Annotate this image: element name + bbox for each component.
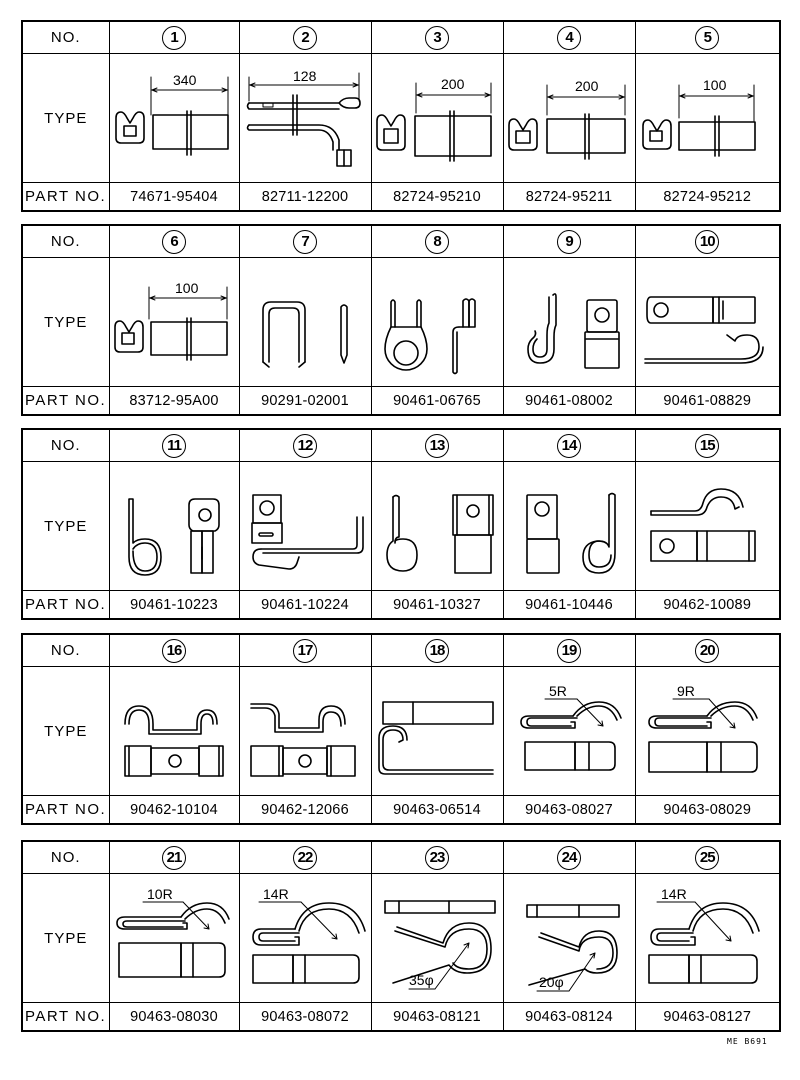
type-label: TYPE [22,462,109,591]
drawing-cell-15 [635,462,780,591]
grommet-strip-drawing [505,63,633,173]
item-number-22: 22 [239,841,371,874]
item-number-14: 14 [503,429,635,462]
item-number-4: 4 [503,21,635,54]
no-label: NO. [22,841,109,874]
drawing-code: ME B691 [727,1037,768,1046]
radius-clip-drawing [111,883,237,993]
item-number-19: 19 [503,634,635,667]
type-row [22,462,780,591]
item-number-8: 8 [371,225,503,258]
drawing-cell-1 [109,54,239,183]
drawing-cell-8 [371,258,503,387]
part-number-row [22,796,780,825]
item-number-3: 3 [371,21,503,54]
part-no-label: PART NO. [22,591,109,620]
no-label: NO. [22,429,109,462]
item-number-20: 20 [635,634,780,667]
part-no-label: PART NO. [22,387,109,416]
radius-clip-drawing [241,883,369,993]
parts-table-3 [21,428,781,620]
item-number-1: 1 [109,21,239,54]
number-row [22,841,780,874]
svg-text:10R: 10R [147,886,173,902]
part-number: 90463-06514 [371,796,503,825]
drawing-cell-23 [371,874,503,1003]
part-number: 90461-10224 [239,591,371,620]
part-number: 74671-95404 [109,183,239,212]
part-number: 90291-02001 [239,387,371,416]
drawing-cell-12 [239,462,371,591]
svg-text:14R: 14R [263,886,289,902]
item-number-9: 9 [503,225,635,258]
part-number: 90463-08127 [635,1003,780,1032]
radius-clip-drawing [505,676,633,786]
cable-tie-drawing [241,63,369,173]
number-row [22,429,780,462]
snap-ring-clip-drawing [373,883,501,993]
no-label: NO. [22,21,109,54]
drawing-cell-14 [503,462,635,591]
ring-terminal-clip-drawing [373,267,501,377]
number-row [22,634,780,667]
item-number-10: 10 [635,225,780,258]
svg-text:35φ: 35φ [409,972,434,988]
svg-text:100: 100 [703,77,727,93]
type-label: TYPE [22,54,109,183]
part-number: 90463-08030 [109,1003,239,1032]
parts-table-1 [21,20,781,212]
part-number: 90461-06765 [371,387,503,416]
item-number-7: 7 [239,225,371,258]
part-no-label: PART NO. [22,1003,109,1032]
j-hook-drawing [373,676,501,786]
item-number-24: 24 [503,841,635,874]
drawing-cell-20 [635,667,780,796]
item-number-18: 18 [371,634,503,667]
svg-text:9R: 9R [677,683,696,699]
item-number-12: 12 [239,429,371,462]
drawing-cell-4 [503,54,635,183]
no-label: NO. [22,225,109,258]
part-number: 90461-10327 [371,591,503,620]
offset-clip-drawing [241,676,369,786]
drawing-cell-24 [503,874,635,1003]
type-row [22,667,780,796]
drawing-cell-2 [239,54,371,183]
type-row [22,258,780,387]
part-number: 82724-95211 [503,183,635,212]
drawing-cell-19 [503,667,635,796]
svg-text:128: 128 [293,68,317,84]
part-number: 90463-08072 [239,1003,371,1032]
parts-table-2 [21,224,781,416]
hook-tab-clip-drawing [637,471,777,581]
flat-tab-clip-drawing [637,267,777,377]
double-clip-drawing [111,676,237,786]
terminal-p-clamp-drawing [505,471,633,581]
part-no-label: PART NO. [22,183,109,212]
part-number: 90463-08121 [371,1003,503,1032]
tab-wire-clip-drawing [241,471,369,581]
part-number: 90461-08829 [635,387,780,416]
item-number-23: 23 [371,841,503,874]
type-row [22,874,780,1003]
drawing-cell-6 [109,258,239,387]
hook-clip-drawing [505,267,633,377]
part-number-row [22,1003,780,1032]
drawing-cell-21 [109,874,239,1003]
part-number: 90462-10089 [635,591,780,620]
drawing-cell-9 [503,258,635,387]
p-clamp-drawing [111,471,237,581]
part-number: 90462-10104 [109,796,239,825]
grommet-strip-drawing [373,63,501,173]
staple-drawing [241,267,369,377]
grommet-strip-drawing [111,63,237,173]
item-number-5: 5 [635,21,780,54]
drawing-cell-5 [635,54,780,183]
part-number: 90462-12066 [239,796,371,825]
item-number-25: 25 [635,841,780,874]
part-number: 82711-12200 [239,183,371,212]
number-row [22,225,780,258]
part-number-row [22,387,780,416]
svg-text:340: 340 [173,72,197,88]
item-number-11: 11 [109,429,239,462]
parts-table-5 [21,840,781,1032]
type-label: TYPE [22,667,109,796]
item-number-2: 2 [239,21,371,54]
part-number: 82724-95210 [371,183,503,212]
part-number: 90461-10446 [503,591,635,620]
no-label: NO. [22,634,109,667]
svg-text:200: 200 [441,76,465,92]
item-number-21: 21 [109,841,239,874]
part-number: 83712-95A00 [109,387,239,416]
drawing-cell-11 [109,462,239,591]
drawing-cell-10 [635,258,780,387]
number-row [22,21,780,54]
grommet-strip-drawing [637,63,777,173]
item-number-17: 17 [239,634,371,667]
part-number: 90461-10223 [109,591,239,620]
svg-text:14R: 14R [661,886,687,902]
item-number-16: 16 [109,634,239,667]
type-label: TYPE [22,258,109,387]
svg-text:20φ: 20φ [539,974,564,990]
p-clamp-terminal-drawing [373,471,501,581]
part-number-row [22,183,780,212]
drawing-cell-7 [239,258,371,387]
drawing-cell-17 [239,667,371,796]
svg-text:200: 200 [575,78,599,94]
part-number-row [22,591,780,620]
svg-text:5R: 5R [549,683,567,699]
grommet-strip-drawing [111,267,237,377]
part-number: 82724-95212 [635,183,780,212]
part-number: 90463-08027 [503,796,635,825]
item-number-13: 13 [371,429,503,462]
part-number: 90463-08124 [503,1003,635,1032]
parts-table-4 [21,633,781,825]
item-number-6: 6 [109,225,239,258]
item-number-15: 15 [635,429,780,462]
drawing-cell-16 [109,667,239,796]
drawing-cell-18 [371,667,503,796]
radius-clip-drawing [637,883,777,993]
type-label: TYPE [22,874,109,1003]
radius-clip-drawing [637,676,777,786]
snap-ring-clip-drawing [505,883,633,993]
drawing-cell-13 [371,462,503,591]
svg-text:100: 100 [175,280,199,296]
drawing-cell-22 [239,874,371,1003]
part-no-label: PART NO. [22,796,109,825]
drawing-cell-25 [635,874,780,1003]
drawing-cell-3 [371,54,503,183]
part-number: 90461-08002 [503,387,635,416]
type-row [22,54,780,183]
part-number: 90463-08029 [635,796,780,825]
